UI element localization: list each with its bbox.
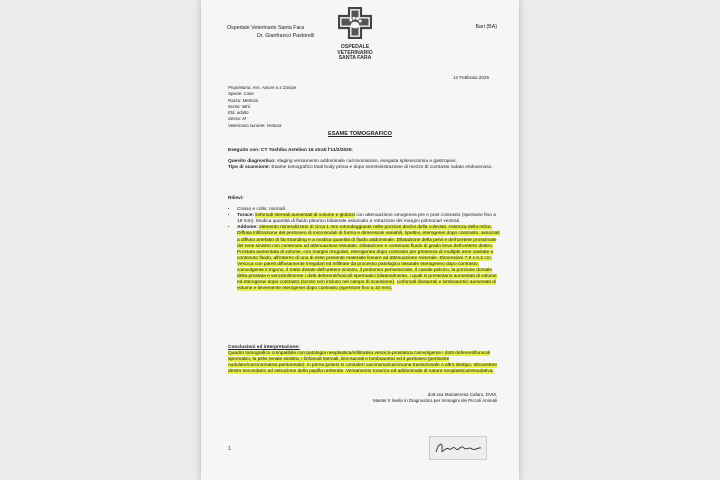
torace-label: Torace:: [237, 213, 254, 219]
patient-line: Nome: Mirò: [228, 103, 251, 109]
signer-title: Master II livello in Diagnostica per Immagini dei Piccoli Animali: [372, 398, 497, 404]
conclusions-heading: Conclusioni ed interpretazione:: [228, 345, 300, 350]
addome-highlight: elemento mineralizzato di circa 1 mm rotondeggiante nelle porzioni declivi della colecisti. Assenza della milza. Diffusa infiltrazione del peritoneo di micronoduli di forma e dimensioni variabili, ripettivi, eterogenei dopo contrasto, associati a diffuso artefatto di fat stranding e a modica quantità di fluido addominale. Dilatazione della pelvi e dell'uretere prossimale del rene sinistro con contenuto ad attenuazione tissutale. Dilatazione e contenuto fluido di grado lieve dell'uretere destro. Prostata aumentata di volume, con margini irregolari, eterogenea dopo contrasto per presenza di multiple aree cavitate a contenuto fluido, all'interno di una di esse presente materiale lineare ad attenuazione minerale. Dimensioni 7,8 x 6,2 cm. Vescica con pareti diffusamente irregolari ed infiltrate da processo patologico tissutale eterogeneo dopo contrasto, coinvolgente il trigono, il tratto distale dell'uretere sinistro, il peritoneo perivescicale, il canale pelvico, la porzione dorsale della prostata e verosimilmente i dotti deferenti/funicoli spermatici bilateralmente, i quali si presentano aumentati di volume ed eterogenei dopo contrasto (scroto non incluso nel campo di scansione).: [237, 225, 500, 286]
findings-section: [228, 196, 500, 292]
patient-line: Età: adulto: [228, 110, 249, 116]
city: Bari (BA): [475, 24, 497, 30]
signature-scribble-icon: [430, 437, 486, 459]
finding-cranio-text: Cranio e collo: normali.: [237, 207, 287, 213]
question-label: Quesito diagnostico:: [228, 159, 276, 165]
torace-text: con attenuazione omogenea pre e post contrasto (spessore fino a 19 mm). Modica quantità di fluido pleurico bilaterale associato a retrazione dei margini polmonari ventrali.: [237, 213, 496, 225]
logo-line: OSPEDALE: [340, 44, 370, 50]
patient-info: [228, 85, 296, 129]
scan-type: [228, 165, 500, 171]
addome-highlight-lymph: Linfonodi iliosacrali e lomboaortici aumentati di volume e lievemente eterogenei dopo contrasto (spessore fino a 10 mm).: [237, 280, 496, 292]
clinic-name: Ospedale Veterinario Santa Fara: [227, 25, 305, 31]
exam-device: Eseguito con: CT Toshiba Astelion 16 strati l'11/2/2025.: [228, 148, 353, 153]
logo-line: VETERINARIO: [337, 49, 373, 56]
question-text: staging versamento addominale carcinomatoso, eseguita splenectomia e gastropexi.: [277, 159, 457, 165]
torace-highlight: linfonodi sternali aumentati di volume e globosi: [255, 213, 355, 219]
logo-line: SANTA FARA: [338, 55, 372, 62]
patient-line: Proprietario: Ass. Amore a 4 Zampe: [228, 85, 297, 90]
finding-addome: [237, 225, 500, 292]
addome-label: Addome:: [237, 225, 258, 231]
doctor-name: Dr. Gianfranco Pastorelli: [257, 33, 315, 39]
patient-line: Specie: Cane: [228, 91, 254, 97]
conclusions-text: Quadro tomografico compatibile con patologia neoplastica/infiltrativa vescico-prostatica coinvolgente i dotti deferenti/funicoli spermatici, la pelvi renale sinistra, i linfonodi sternali, ileo-sacrali e lomboaortici ed il peritoneo (peritonite nodulare/carcinomatosi peritoneale); in prima ipotesi si consideri carcinoma/carcinoma transizionale o altro istotipo. Idrouretere destro secondario ad ostruzione della papilla ureterale. Versamento toracico ed addominale di natura neoplastica/essudativa.: [228, 351, 498, 375]
page-number: 1: [228, 446, 231, 452]
exam-section: [228, 148, 500, 171]
patient-line: Sesso: M: [228, 116, 246, 122]
logo-text: [333, 45, 377, 62]
clinic-logo: [333, 7, 377, 62]
patient-line: Veterinario curante: Ventura: [228, 122, 282, 128]
report-page: [201, 0, 519, 480]
scan-text: Esame tomografico total body prima e dopo somministrazione di mezzo di contrasto iodato endovenoso.: [271, 165, 493, 171]
conclusions-section: [228, 345, 500, 375]
clinic-header: [227, 24, 314, 40]
scan-label: Tipo di scansione:: [228, 165, 271, 171]
report-title: ESAME TOMOGRAFICO: [328, 131, 392, 137]
signer-name: dott.ssa Mariateresa Cafaro, DVM,: [427, 392, 497, 397]
signature-block: [373, 392, 497, 405]
report-date: 12 Febbraio 2025: [452, 75, 489, 80]
findings-heading: Rilievi:: [228, 196, 244, 201]
cross-paw-logo-icon: [338, 7, 372, 39]
handwritten-signature: [429, 436, 487, 460]
patient-line: Razza: Meticcio: [228, 97, 259, 103]
finding-torace: [237, 213, 500, 225]
